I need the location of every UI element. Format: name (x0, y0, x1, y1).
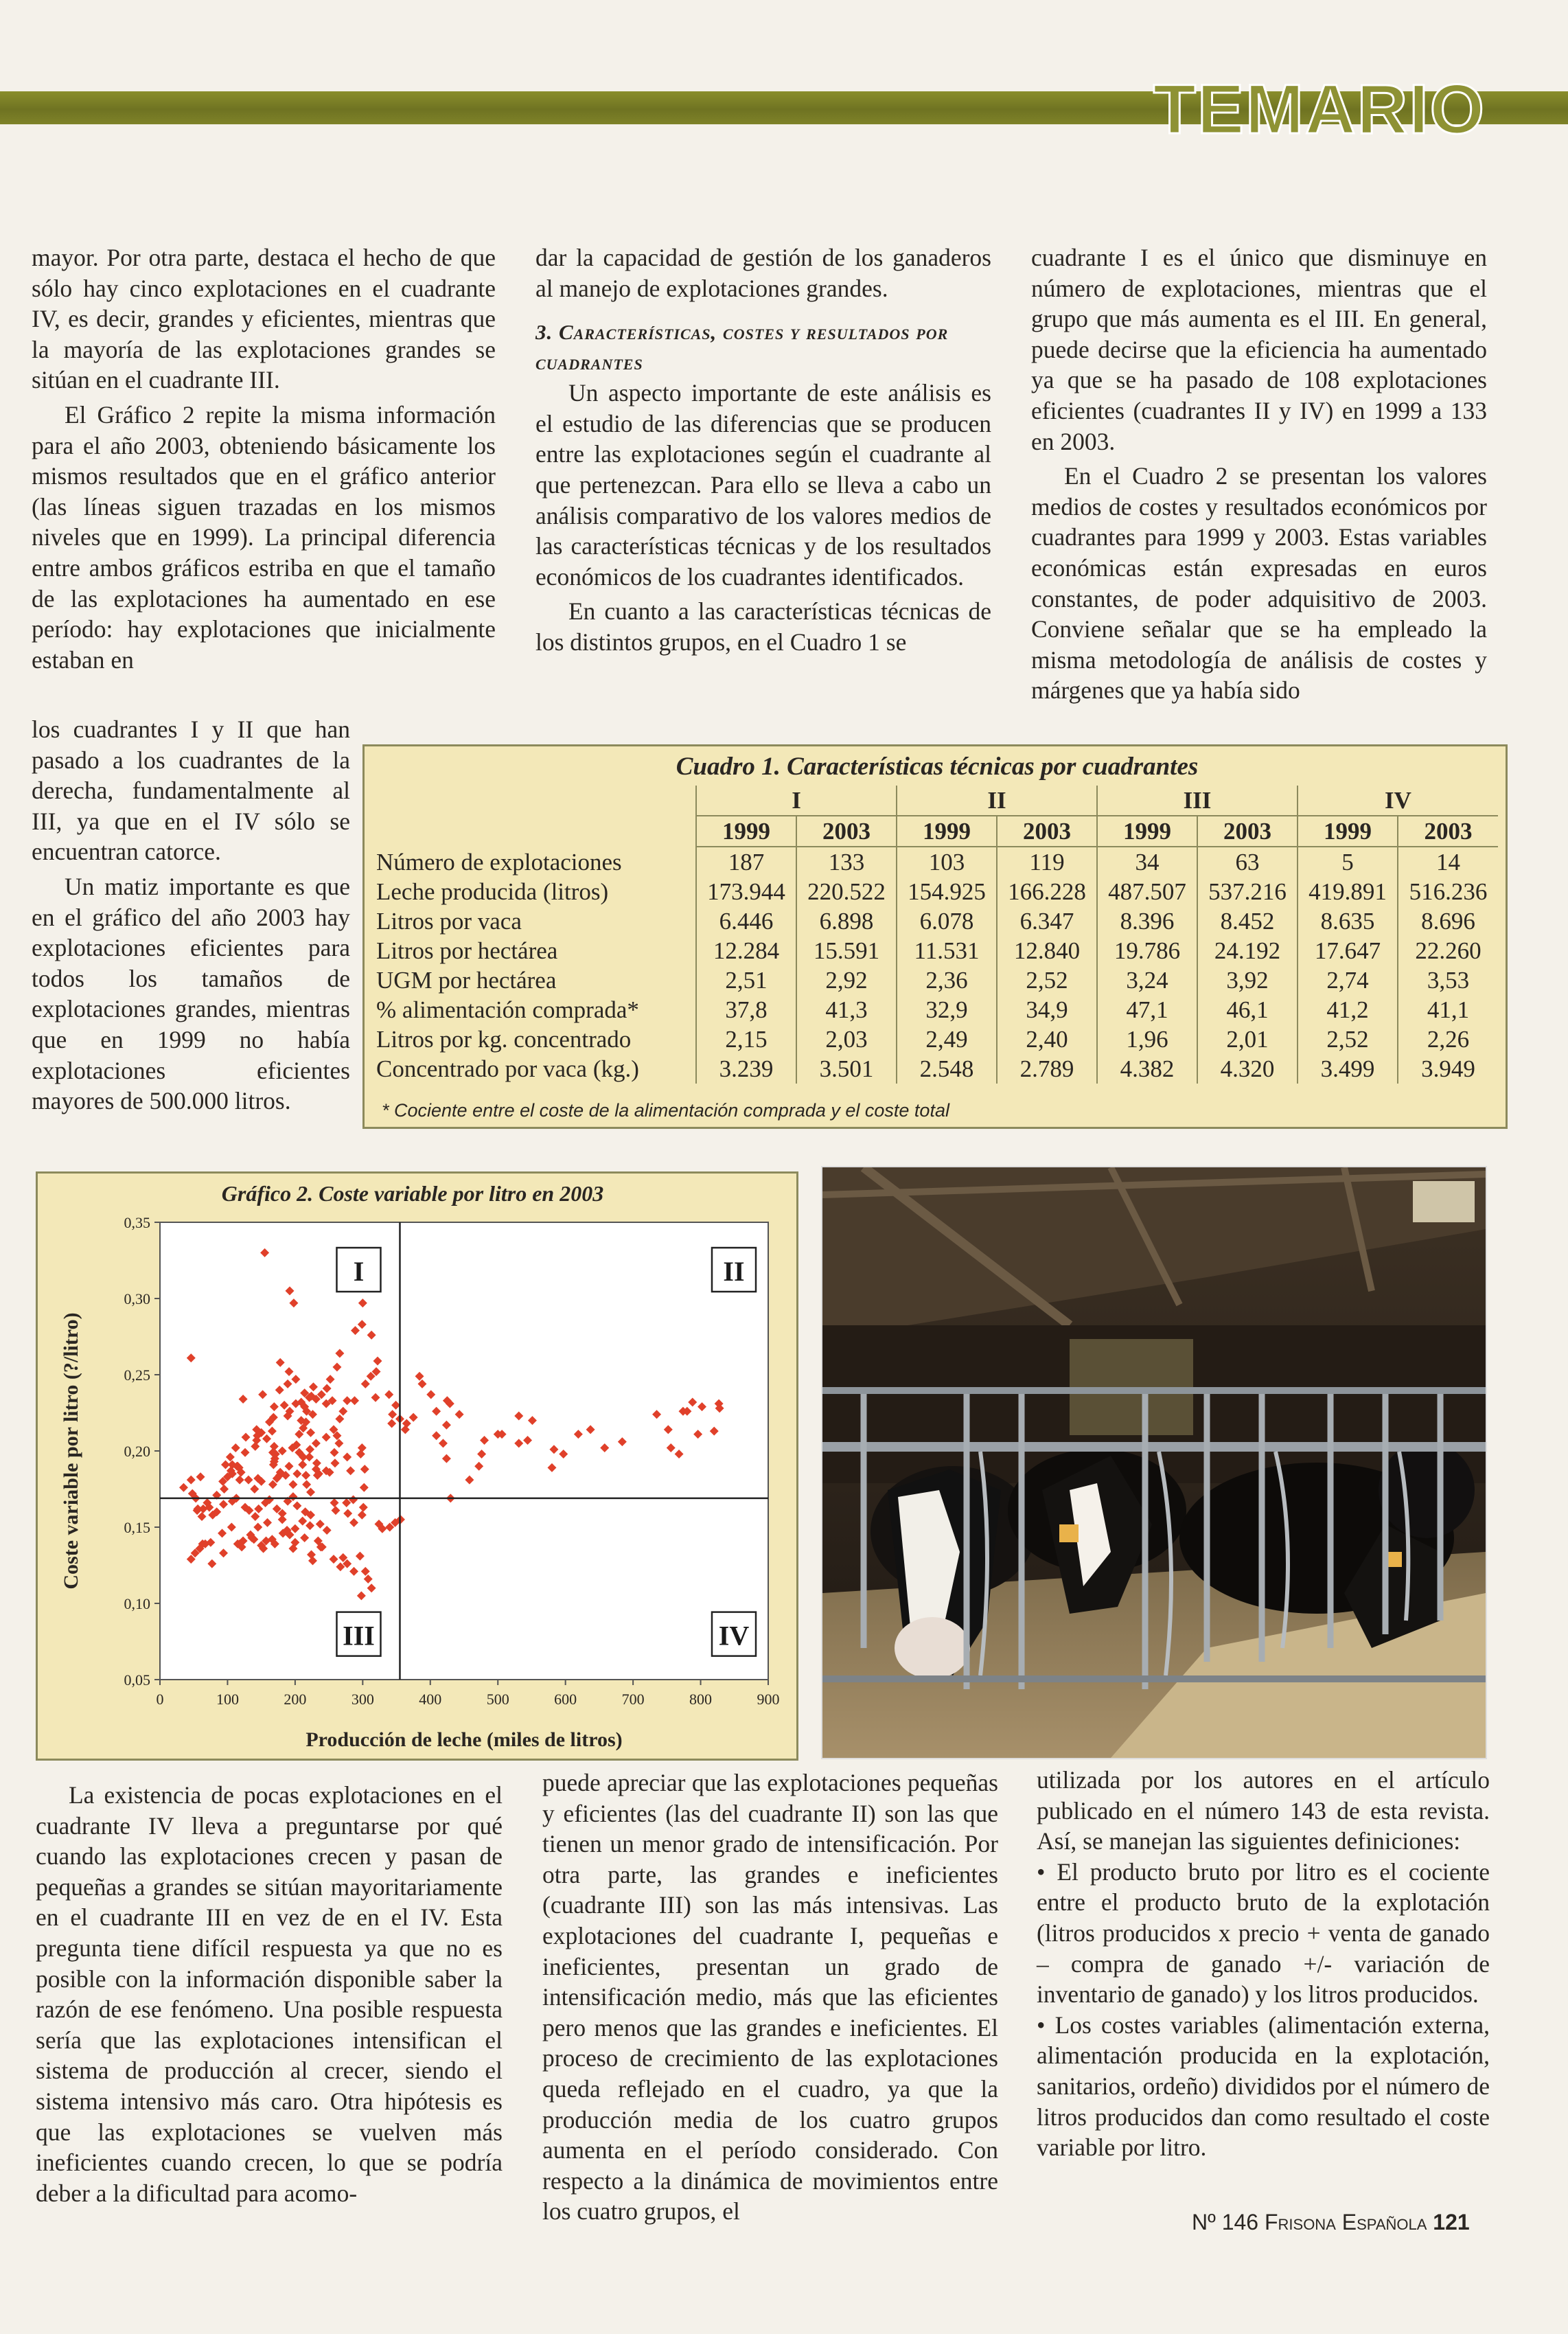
paragraph: Un matiz importante es que en el gráfico del año 2003 hay explotaciones eficientes para todos los tamaños de explotaciones grandes, mientras que en 1999 no había explotaciones eficientes mayores de 500.000 litros. (32, 872, 350, 1115)
table-cell: 41,3 (796, 995, 897, 1025)
table-cell: 2,26 (1398, 1025, 1498, 1054)
column-2-bottom (542, 1767, 998, 2227)
table-cell: 3,92 (1197, 965, 1298, 995)
magazine-name: Frisona Española (1264, 2210, 1427, 2234)
table-cell: 4.320 (1197, 1054, 1298, 1084)
table-cell: 34 (1097, 847, 1197, 877)
section-title: TEMARIO (1153, 70, 1486, 148)
table-cell: 8.696 (1398, 906, 1498, 936)
table-cell: 3,24 (1097, 965, 1197, 995)
row-label: Litros por hectárea (376, 937, 558, 964)
table-cell: 6.078 (897, 906, 997, 936)
paragraph: puede apreciar que las explotaciones pequeñas y eficientes (las del cuadrante II) son las que tienen un menor grado de intensificación. Por otra parte, las grandes e ineficientes (cuadrante III) son las más intensivas. Las explotaciones del cuadrante I, pequeñas e ineficientes, presentan un grado de intensificación medio, más que las eficientes pero menos que las grandes e ineficientes. El proceso de crecimiento de las explotaciones queda reflejado en el cuadro, ya que la producción media de los cuatro grupos aumenta en el período considerado. Con respecto a la dinámica de movimientos entre los cuatro grupos, el (542, 1769, 998, 2226)
x-tick-label: 300 (351, 1691, 374, 1708)
table-row (375, 877, 1498, 906)
paragraph: En cuanto a las características técnicas de los distintos grupos, en el Cuadro 1 se (535, 597, 991, 656)
characteristics-table (375, 786, 1498, 1084)
table-row (375, 1025, 1498, 1054)
scatter-chart (38, 1174, 796, 1759)
row-label: Concentrado por vaca (kg.) (376, 1055, 639, 1082)
table-cell: 5 (1298, 847, 1398, 877)
table-cell: 119 (997, 847, 1097, 877)
row-label: UGM por hectárea (376, 967, 557, 994)
photo-cows-in-stable (821, 1166, 1487, 1759)
table-cell: 8.635 (1298, 906, 1398, 936)
table-title: Cuadro 1. Características técnicas por cuadrantes (676, 753, 1199, 781)
table-row (375, 995, 1498, 1025)
x-tick-label: 800 (689, 1691, 713, 1708)
paragraph: mayor. Por otra parte, destaca el hecho de que sólo hay cinco explotaciones en el cuadrante IV, es decir, grandes y eficientes, mientras que la mayoría de las explotaciones grandes se sitúan en el cuadrante III. (32, 244, 496, 394)
x-tick-label: 100 (216, 1691, 239, 1708)
year-header: 1999 (1097, 816, 1197, 847)
row-label: Litros por vaca (376, 908, 522, 935)
table-cell: 487.507 (1097, 877, 1197, 906)
paragraph: En el Cuadro 2 se presentan los valores medios de costes y resultados económicos por cuadrantes para 1999 y 2003. Estas variables económicas están expresadas en euros constantes, de poder adquisitivo de 2003. Conviene señalar que se ha empleado la misma metodología de análisis de costes y márgenes que ya había sido (1031, 462, 1487, 705)
table-cell: 41,2 (1298, 995, 1398, 1025)
table-row (375, 906, 1498, 936)
table-cell: 2.789 (997, 1054, 1097, 1084)
table-cell: 166.228 (997, 877, 1097, 906)
column-1-top (32, 242, 496, 675)
row-label: Leche producida (litros) (376, 878, 609, 905)
paragraph: El Gráfico 2 repite la misma información para el año 2003, obteniendo básicamente los mismos resultados que en el gráfico anterior (las líneas siguen trazadas en los mismos niveles que en 1999). La principal diferencia entre ambos gráficos estriba en que el tamaño de las explotaciones ha aumentado en ese período: hay explotaciones que inicialmente estaban en (32, 400, 496, 674)
paragraph: cuadrante I es el único que disminuye en número de explotaciones, mientras que el grupo que más aumenta es el III. En general, puede decirse que la eficiencia ha aumentado ya que se ha pasado de 108 explotaciones eficientes (cuadrantes II y IV) en 1999 a 133 en 2003. (1031, 244, 1487, 455)
table-cell: 2,36 (897, 965, 997, 995)
table-cell: 3.501 (796, 1054, 897, 1084)
paragraph: los cuadrantes I y II que han pasado a los cuadrantes de la derecha, fundamentalmente al III, ya que en el IV sólo se encuentran catorce. (32, 716, 350, 866)
year-header: 2003 (796, 816, 897, 847)
chart-title: Gráfico 2. Coste variable por litro en 2003 (221, 1181, 604, 1206)
column-3-top (1031, 242, 1487, 706)
plot-area (160, 1222, 768, 1680)
table-cell: 8.452 (1197, 906, 1298, 936)
y-tick-label: 0,20 (124, 1443, 150, 1460)
paragraph: dar la capacidad de gestión de los ganaderos al manejo de explotaciones grandes. (535, 244, 991, 302)
definitions-list (1037, 1857, 1490, 2163)
year-header: 2003 (1197, 816, 1298, 847)
table-cell: 2,92 (796, 965, 897, 995)
table-cell: 2,01 (1197, 1025, 1298, 1054)
issue-number: Nº 146 (1192, 2210, 1259, 2234)
year-header: 1999 (1298, 816, 1398, 847)
quadrant-label: IV (718, 1620, 750, 1651)
x-tick-label: 600 (554, 1691, 577, 1708)
year-header: 1999 (897, 816, 997, 847)
x-tick-label: 900 (757, 1691, 780, 1708)
table-cell: 11.531 (897, 936, 997, 965)
table-cell: 133 (796, 847, 897, 877)
table-cell: 537.216 (1197, 877, 1298, 906)
table-row (375, 1054, 1498, 1084)
table-cell: 187 (696, 847, 796, 877)
table-cell: 12.840 (997, 936, 1097, 965)
column-1-wrap (32, 714, 350, 1117)
table-cell: 4.382 (1097, 1054, 1197, 1084)
table-row (375, 847, 1498, 877)
quadrant-label: III (343, 1620, 375, 1651)
table-body (375, 847, 1498, 1084)
column-2-top (535, 242, 991, 658)
y-tick-label: 0,05 (124, 1671, 150, 1689)
table-cell: 173.944 (696, 877, 796, 906)
table-cell: 15.591 (796, 936, 897, 965)
x-tick-label: 200 (284, 1691, 307, 1708)
table-cell: 24.192 (1197, 936, 1298, 965)
table-cell: 6.446 (696, 906, 796, 936)
table-cell: 6.898 (796, 906, 897, 936)
y-tick-label: 0,10 (124, 1595, 150, 1612)
table-cell: 17.647 (1298, 936, 1398, 965)
column-3-bottom (1037, 1765, 1490, 2163)
table-cell: 63 (1197, 847, 1298, 877)
table-footnote: * Cociente entre el coste de la alimentación comprada y el coste total (382, 1100, 949, 1121)
x-tick-label: 0 (156, 1691, 164, 1708)
table-cell: 47,1 (1097, 995, 1197, 1025)
table-cell: 3.239 (696, 1054, 796, 1084)
quadrant-header: II (897, 786, 1097, 816)
table-cell: 2,52 (1298, 1025, 1398, 1054)
table-cell: 8.396 (1097, 906, 1197, 936)
table-cell: 2.548 (897, 1054, 997, 1084)
table-row (375, 936, 1498, 965)
table-cell: 32,9 (897, 995, 997, 1025)
paragraph: La existencia de pocas explotaciones en el cuadrante IV lleva a preguntarse por qué cuando las explotaciones crecen y pasan de pequeñas a grandes se sitúan mayoritariamente en el cuadrante III en vez de en el IV. Esta pregunta tiene difícil respuesta ya que no es posible con la información disponible saber la razón de ese fenómeno. Una posible respuesta sería que las explotaciones intensifican el sistema de producción al crecer, siendo el sistema intensivo más caro. Otra hipótesis es que las explotaciones se vuelven más ineficientes cuando crecen, lo que se podría deber a la dificultad para acomo- (36, 1781, 503, 2207)
table-cell: 41,1 (1398, 995, 1498, 1025)
table-cell: 103 (897, 847, 997, 877)
table-cell: 516.236 (1398, 877, 1498, 906)
year-header: 2003 (1398, 816, 1498, 847)
year-header-row (375, 816, 1498, 847)
table-cell: 6.347 (997, 906, 1097, 936)
table-cell: 2,03 (796, 1025, 897, 1054)
x-axis-label: Producción de leche (miles de litros) (305, 1728, 623, 1751)
x-tick-label: 400 (419, 1691, 442, 1708)
row-label: Número de explotaciones (376, 848, 622, 876)
table-cell: 1,96 (1097, 1025, 1197, 1054)
row-label: % alimentación comprada* (376, 996, 639, 1023)
quadrant-header: III (1097, 786, 1298, 816)
table-cell: 2,52 (997, 965, 1097, 995)
x-tick-label: 700 (621, 1691, 645, 1708)
year-header: 1999 (696, 816, 796, 847)
quadrant-header: IV (1298, 786, 1498, 816)
x-tick-label: 500 (486, 1691, 509, 1708)
table-cell: 14 (1398, 847, 1498, 877)
table-cell: 2,40 (997, 1025, 1097, 1054)
table-cell: 2,15 (696, 1025, 796, 1054)
y-tick-label: 0,15 (124, 1519, 150, 1536)
table-cell: 3.949 (1398, 1054, 1498, 1084)
table-row (375, 965, 1498, 995)
paragraph: Un aspecto importante de este análisis es el estudio de las diferencias que se producen entre las explotaciones según el cuadrante al que pertenezcan. Para ello se lleva a cabo un análisis comparativo de los valores medios de las características técnicas y de los resultados económicos de los cuadrantes identificados. (535, 379, 991, 591)
y-tick-label: 0,25 (124, 1366, 150, 1384)
table-cell: 3.499 (1298, 1054, 1398, 1084)
y-axis-label: Coste variable por litro (?/litro) (60, 1312, 82, 1590)
row-label: Litros por kg. concentrado (376, 1026, 632, 1053)
table-cell: 3,53 (1398, 965, 1498, 995)
table-cell: 2,74 (1298, 965, 1398, 995)
page-footer (1192, 2210, 1470, 2235)
quadrant-header: I (696, 786, 897, 816)
quadrant-header-row (375, 786, 1498, 816)
column-1-bottom (36, 1780, 503, 2208)
table-cell: 419.891 (1298, 877, 1398, 906)
paragraph: utilizada por los autores en el artículo publicado en el número 143 de esta revista. Así, se manejan las siguientes definiciones: (1037, 1766, 1490, 1855)
table-cell: 2,49 (897, 1025, 997, 1054)
table-cell: 19.786 (1097, 936, 1197, 965)
y-tick-label: 0,30 (124, 1290, 150, 1307)
y-tick-label: 0,35 (124, 1214, 150, 1231)
definition-item: • Los costes variables (alimentación externa, alimentación producida en la explotación, sanitarios, ordeño) divididos por el número de litros producidos dan como resultado el coste variable por litro. (1037, 2010, 1490, 2163)
table-cell: 46,1 (1197, 995, 1298, 1025)
section-heading: 3. Características, costes y resultados por cuadrantes (535, 320, 949, 375)
table-cell: 154.925 (897, 877, 997, 906)
definition-item: • El producto bruto por litro es el cociente entre el producto bruto de la explotación (litros producidos x precio + venta de ganado – compra de ganado +/- variación de inventario de ganado) y los litros producidos. (1037, 1857, 1490, 2010)
table-cell: 34,9 (997, 995, 1097, 1025)
year-header: 2003 (997, 816, 1097, 847)
table-cell: 12.284 (696, 936, 796, 965)
table-cell: 37,8 (696, 995, 796, 1025)
table-cell: 22.260 (1398, 936, 1498, 965)
chart-box (36, 1171, 798, 1761)
quadrant-label: I (353, 1256, 365, 1288)
quadrant-label: II (723, 1256, 745, 1288)
page-number: 121 (1433, 2210, 1470, 2234)
table-cell: 220.522 (796, 877, 897, 906)
table-cell: 2,51 (696, 965, 796, 995)
